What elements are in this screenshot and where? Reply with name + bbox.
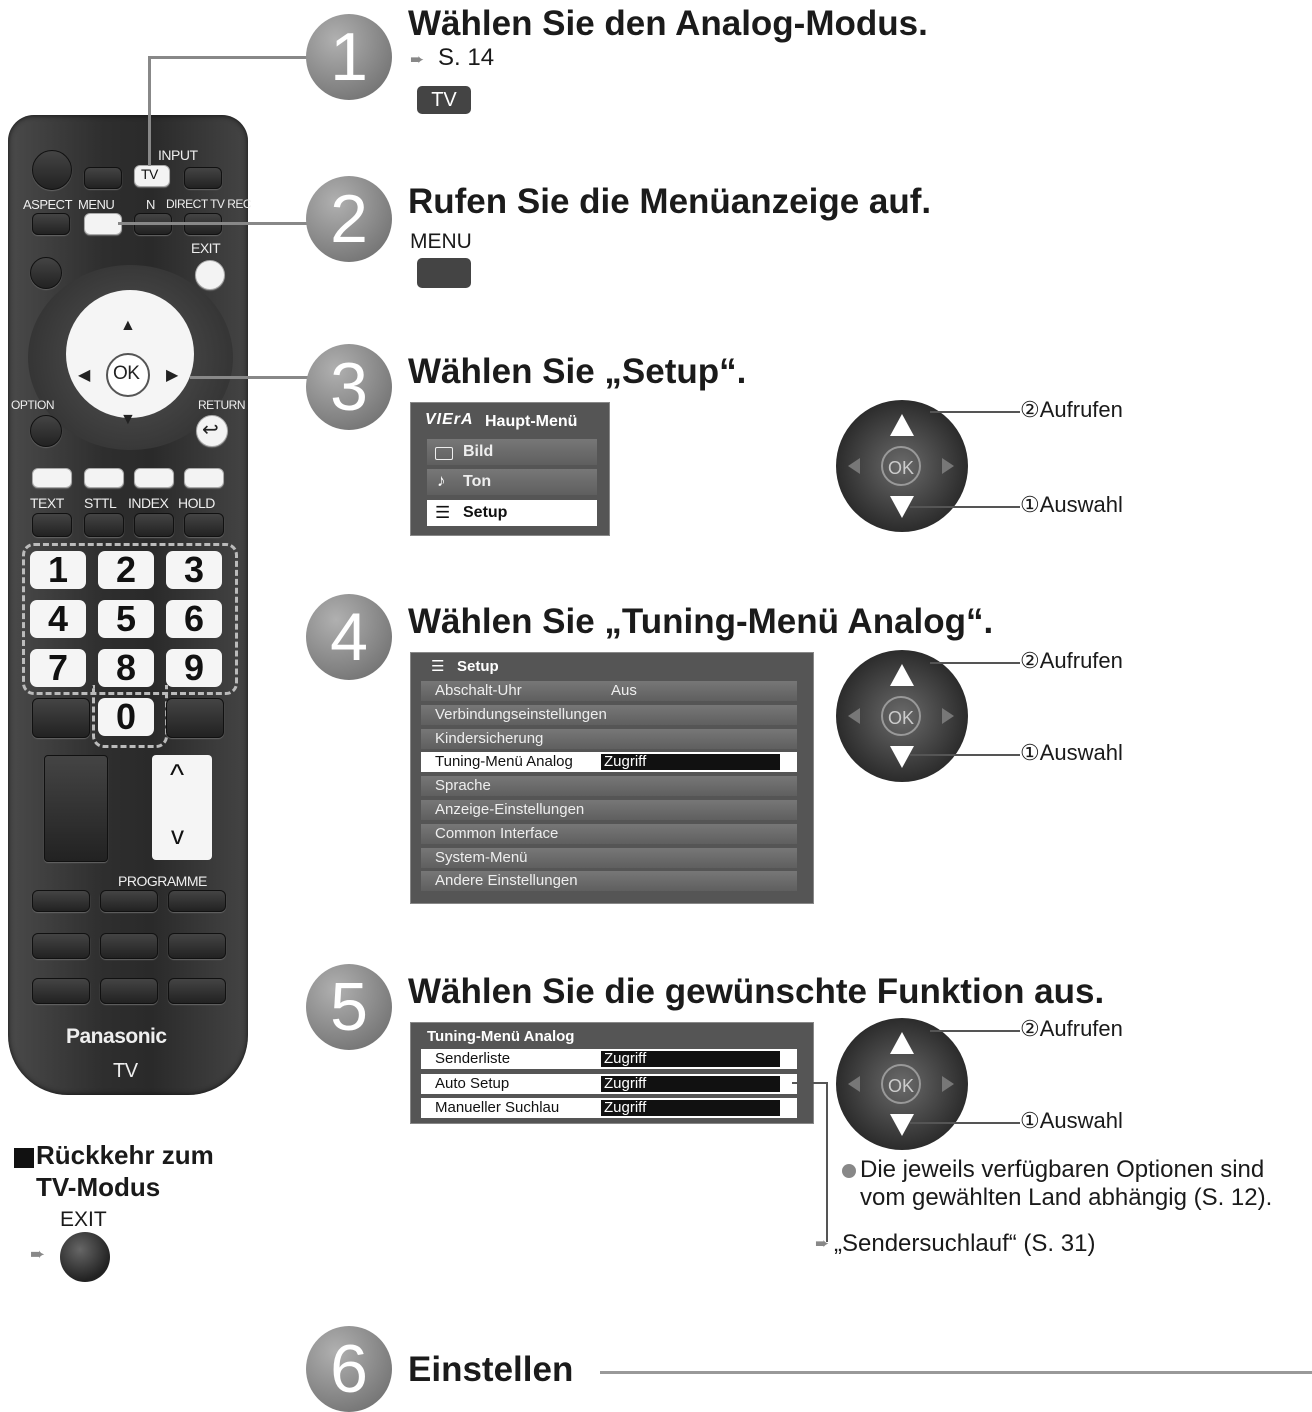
auswahl-line-5 bbox=[910, 1122, 1020, 1124]
tuning-row-value: Zugriff bbox=[601, 1076, 780, 1092]
auswahl-label: ①Auswahl bbox=[1020, 1108, 1123, 1133]
aufrufen-label: ②Aufrufen bbox=[1020, 648, 1123, 673]
menu-button[interactable] bbox=[84, 213, 122, 235]
connector-line-1v bbox=[148, 56, 151, 166]
input-label: INPUT bbox=[158, 147, 198, 163]
sttl-label: STTL bbox=[84, 495, 117, 511]
tuning-row-label: Auto Setup bbox=[435, 1074, 510, 1092]
tuning-menu-title: Tuning-Menü Analog bbox=[427, 1028, 575, 1045]
text-label: TEXT bbox=[30, 495, 64, 511]
setup-row-value: Aus bbox=[611, 682, 637, 699]
step-number-4: 4 bbox=[306, 594, 392, 680]
connector-line-1 bbox=[148, 56, 318, 59]
media-button-1[interactable] bbox=[32, 890, 90, 912]
tuning-row-value: Zugriff bbox=[601, 1100, 780, 1116]
remote-button-small[interactable] bbox=[84, 167, 122, 189]
number-key-2[interactable]: 2 bbox=[98, 551, 154, 589]
programme-down-icon: v bbox=[171, 820, 184, 850]
programme-label: PROGRAMME bbox=[118, 873, 207, 889]
setup-row-label: Common Interface bbox=[435, 824, 559, 842]
text-button[interactable] bbox=[32, 513, 72, 537]
menu-item-ton[interactable]: Ton bbox=[427, 469, 597, 495]
setup-menu-row[interactable] bbox=[421, 681, 797, 701]
step-6-heading: Einstellen bbox=[408, 1350, 574, 1389]
exit-button[interactable] bbox=[195, 260, 225, 290]
tuning-menu-row[interactable] bbox=[421, 1074, 797, 1094]
up-arrow-icon bbox=[890, 664, 914, 686]
aufrufen-line-3 bbox=[930, 411, 1020, 413]
right-arrow-icon: ▶ bbox=[166, 367, 178, 384]
down-arrow-icon bbox=[890, 746, 914, 768]
arrow-icon: ➨ bbox=[815, 1234, 830, 1253]
media-button-3[interactable] bbox=[168, 890, 226, 912]
index-label: INDEX bbox=[128, 495, 169, 511]
step-2-heading: Rufen Sie die Menüanzeige auf. bbox=[408, 182, 932, 221]
setup-menu-row[interactable] bbox=[421, 776, 797, 796]
number-key-6[interactable]: 6 bbox=[166, 600, 222, 638]
menu-item-setup[interactable]: Setup bbox=[427, 500, 597, 526]
number-key-3[interactable]: 3 bbox=[166, 551, 222, 589]
return-section-marker bbox=[14, 1148, 34, 1168]
setup-menu-title: Setup bbox=[457, 658, 499, 675]
option-button[interactable] bbox=[30, 415, 62, 447]
options-note-line-2: vom gewählten Land abhängig (S. 12). bbox=[860, 1184, 1273, 1211]
programme-up-icon: ^ bbox=[170, 759, 184, 792]
setup-menu-row[interactable] bbox=[421, 752, 797, 772]
main-menu-title: Haupt-Menü bbox=[485, 413, 578, 430]
return-label: RETURN bbox=[198, 398, 245, 412]
number-key-0[interactable]: 0 bbox=[98, 698, 154, 736]
step-1-reference: S. 14 bbox=[438, 44, 495, 71]
up-arrow-icon bbox=[890, 1032, 914, 1054]
left-arrow-icon bbox=[848, 1076, 860, 1092]
index-button[interactable] bbox=[134, 513, 174, 537]
auswahl-label: ①Auswahl bbox=[1020, 740, 1123, 765]
input-select-button[interactable] bbox=[32, 698, 90, 738]
ok-button[interactable]: OK bbox=[881, 446, 921, 486]
step-number-1: 1 bbox=[306, 14, 392, 100]
tuning-row-value: Zugriff bbox=[601, 1051, 780, 1067]
input-button[interactable] bbox=[184, 167, 222, 189]
music-note-icon: ♪ bbox=[437, 471, 446, 490]
down-arrow-icon: ▼ bbox=[120, 411, 136, 428]
setup-row-label: Tuning-Menü Analog bbox=[435, 753, 573, 771]
return-section-title-1: Rückkehr zum bbox=[36, 1140, 214, 1170]
setup-row-label: Andere Einstellungen bbox=[435, 872, 578, 890]
exit-button[interactable] bbox=[60, 1232, 110, 1282]
right-arrow-icon bbox=[942, 458, 954, 474]
picture-icon bbox=[435, 447, 453, 460]
media-button-4[interactable] bbox=[32, 933, 90, 959]
menu-button-label: MENU bbox=[410, 230, 472, 253]
connector-line-3 bbox=[190, 376, 315, 379]
setup-menu-row[interactable] bbox=[421, 705, 797, 725]
viera-logo: VIErA bbox=[425, 411, 474, 428]
green-button[interactable] bbox=[84, 468, 124, 488]
setup-menu-row[interactable] bbox=[421, 729, 797, 749]
auto-setup-pointer-h bbox=[792, 1082, 828, 1084]
yellow-button[interactable] bbox=[134, 468, 174, 488]
right-arrow-icon bbox=[942, 1076, 954, 1092]
sendersuchlauf-reference: „Sendersuchlauf“ (S. 31) bbox=[834, 1230, 1096, 1257]
arrow-icon: ➨ bbox=[30, 1244, 46, 1264]
left-arrow-icon bbox=[848, 708, 860, 724]
menu-button[interactable] bbox=[417, 258, 471, 288]
ok-button[interactable]: OK bbox=[881, 1064, 921, 1104]
menu-label: MENU bbox=[78, 197, 115, 212]
left-arrow-icon bbox=[848, 458, 860, 474]
remote-control bbox=[8, 115, 252, 1095]
ok-button[interactable]: OK bbox=[881, 696, 921, 736]
down-arrow-icon bbox=[890, 1114, 914, 1136]
volume-rocker[interactable] bbox=[44, 755, 108, 862]
number-key-4[interactable]: 4 bbox=[30, 600, 86, 638]
setup-row-value: Zugriff bbox=[601, 754, 780, 770]
hold-label: HOLD bbox=[178, 495, 215, 511]
setup-menu-osd bbox=[410, 652, 814, 904]
list-icon: ☰ bbox=[435, 503, 451, 522]
direct-tv-rec-label: DIRECT TV REC bbox=[166, 197, 252, 211]
options-note-line-1: Die jeweils verfügbaren Optionen sind bbox=[860, 1156, 1265, 1183]
tuning-row-label: Senderliste bbox=[435, 1050, 511, 1067]
tv-button[interactable]: TV bbox=[417, 86, 471, 114]
bullet-icon bbox=[842, 1164, 856, 1178]
step-number-3: 3 bbox=[306, 344, 392, 430]
number-key-7[interactable]: 7 bbox=[30, 649, 86, 687]
number-key-8[interactable]: 8 bbox=[98, 649, 154, 687]
tuning-menu-osd bbox=[410, 1022, 814, 1124]
setup-menu-row[interactable] bbox=[421, 800, 797, 820]
setup-row-label: Verbindungseinstellungen bbox=[435, 705, 607, 723]
aspect-label: ASPECT bbox=[23, 197, 73, 212]
step-number-6: 6 bbox=[306, 1326, 392, 1412]
tuning-row-label: Manueller Suchlau bbox=[435, 1099, 560, 1116]
model-label: TV bbox=[113, 1060, 138, 1082]
step-3-heading: Wählen Sie „Setup“. bbox=[408, 352, 747, 391]
sttl-button[interactable] bbox=[84, 513, 124, 537]
navigation-pad-step-4 bbox=[836, 650, 968, 782]
last-view-button[interactable] bbox=[166, 698, 224, 738]
step-number-5: 5 bbox=[306, 964, 392, 1050]
auto-setup-pointer-v bbox=[826, 1082, 828, 1242]
return-icon: ↩ bbox=[202, 419, 219, 441]
option-label: OPTION bbox=[11, 398, 55, 412]
aspect-button[interactable] bbox=[32, 213, 70, 235]
media-button-9[interactable] bbox=[168, 978, 226, 1004]
aufrufen-label: ②Aufrufen bbox=[1020, 397, 1123, 422]
number-key-5[interactable]: 5 bbox=[98, 600, 154, 638]
right-arrow-icon bbox=[942, 708, 954, 724]
guide-button[interactable] bbox=[30, 257, 62, 289]
auswahl-line-3 bbox=[910, 506, 1020, 508]
setup-row-label: System-Menü bbox=[435, 848, 528, 866]
exit-button-label: EXIT bbox=[60, 1208, 107, 1231]
media-button-8[interactable] bbox=[100, 978, 158, 1004]
number-key-1[interactable]: 1 bbox=[30, 551, 86, 589]
setup-row-label: Abschalt-Uhr bbox=[435, 682, 522, 699]
ok-label: OK bbox=[113, 363, 140, 384]
brand-logo: Panasonic bbox=[66, 1025, 167, 1048]
auswahl-label: ①Auswahl bbox=[1020, 492, 1123, 517]
navigation-pad-step-3 bbox=[836, 400, 968, 532]
aufrufen-label: ②Aufrufen bbox=[1020, 1016, 1123, 1041]
media-button-6[interactable] bbox=[168, 933, 226, 959]
setup-menu-row[interactable] bbox=[421, 848, 797, 868]
step-number-2: 2 bbox=[306, 176, 392, 262]
tv-button-label: TV bbox=[141, 166, 158, 182]
left-arrow-icon: ◀ bbox=[78, 367, 90, 384]
number-key-9[interactable]: 9 bbox=[166, 649, 222, 687]
connector-line-2 bbox=[118, 222, 313, 225]
step-6-line bbox=[600, 1371, 1312, 1374]
aufrufen-line-4 bbox=[930, 662, 1020, 664]
hold-button[interactable] bbox=[184, 513, 224, 537]
setup-row-label: Kindersicherung bbox=[435, 729, 544, 747]
setup-menu-row[interactable] bbox=[421, 871, 797, 891]
main-menu-osd bbox=[410, 402, 610, 536]
media-button-5[interactable] bbox=[100, 933, 158, 959]
menu-item-bild[interactable]: Bild bbox=[427, 439, 597, 465]
up-arrow-icon: ▲ bbox=[120, 317, 136, 334]
tuning-menu-row[interactable] bbox=[421, 1049, 797, 1069]
setup-row-label: Anzeige-Einstellungen bbox=[435, 801, 585, 818]
step-5-heading: Wählen Sie die gewünschte Funktion aus. bbox=[408, 972, 1105, 1011]
navigation-pad-step-5 bbox=[836, 1018, 968, 1150]
step-1-heading: Wählen Sie den Analog-Modus. bbox=[408, 4, 928, 43]
media-button-2[interactable] bbox=[100, 890, 158, 912]
red-button[interactable] bbox=[32, 468, 72, 488]
aufrufen-line-5 bbox=[930, 1030, 1020, 1032]
setup-menu-row[interactable] bbox=[421, 824, 797, 844]
auswahl-line-4 bbox=[910, 754, 1020, 756]
return-section-title-2: TV-Modus bbox=[36, 1172, 161, 1202]
tuning-menu-row[interactable] bbox=[421, 1098, 797, 1118]
up-arrow-icon bbox=[890, 414, 914, 436]
media-button-7[interactable] bbox=[32, 978, 90, 1004]
step-4-heading: Wählen Sie „Tuning-Menü Analog“. bbox=[408, 602, 994, 641]
exit-label: EXIT bbox=[191, 240, 221, 256]
setup-row-label: Sprache bbox=[435, 777, 491, 795]
n-label: N bbox=[146, 197, 155, 212]
blue-button[interactable] bbox=[184, 468, 224, 488]
list-icon: ☰ bbox=[431, 658, 445, 675]
power-button[interactable] bbox=[32, 150, 72, 190]
arrow-icon: ➨ bbox=[410, 50, 425, 69]
